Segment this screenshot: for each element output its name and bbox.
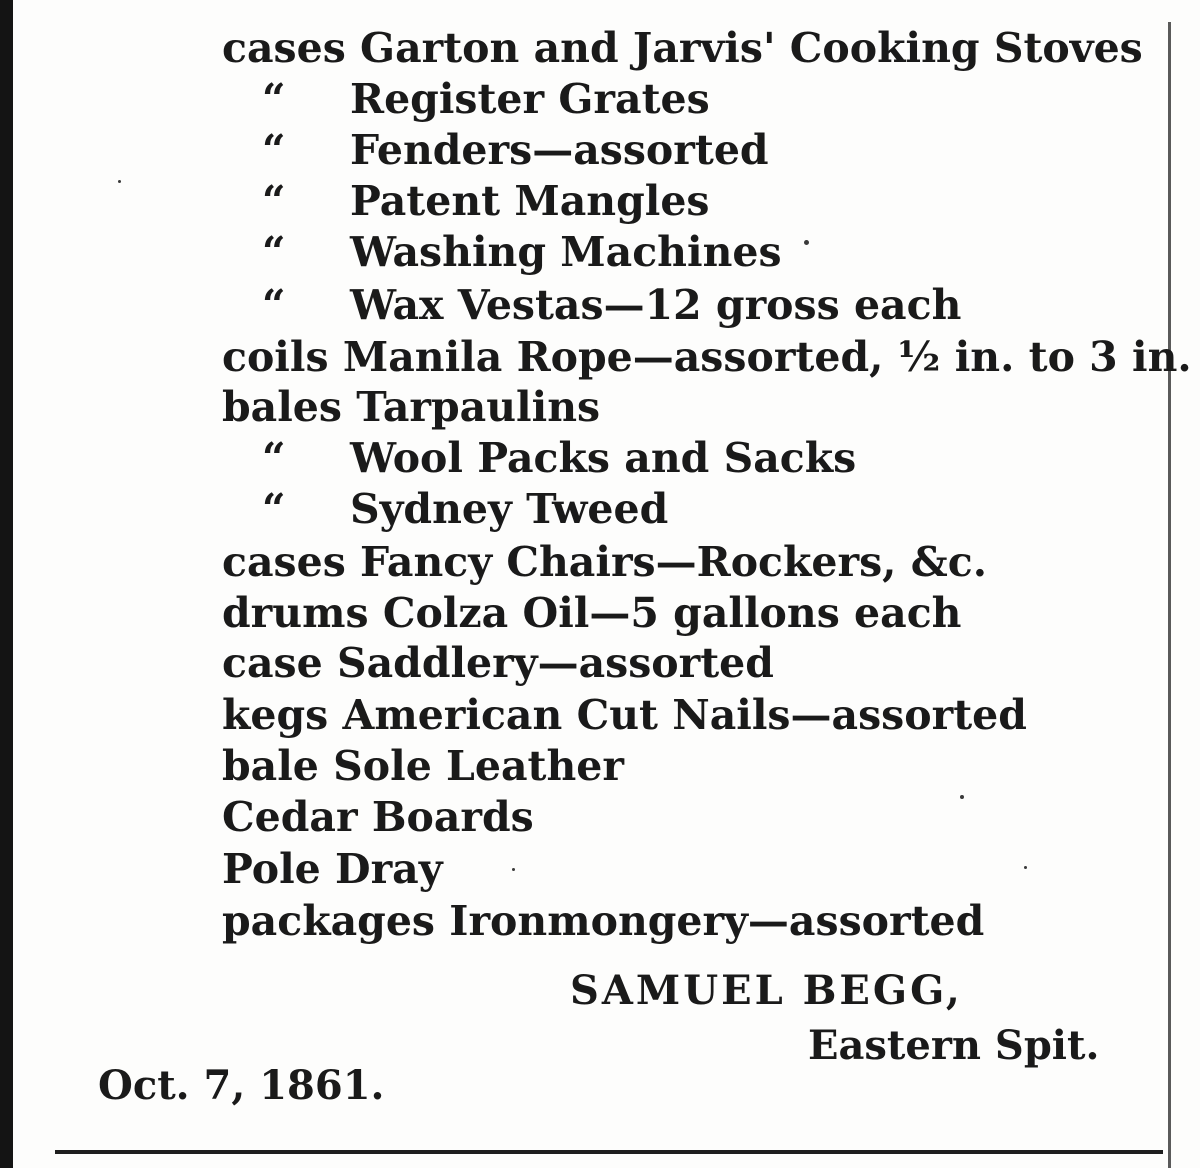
- ditto-mark: “: [262, 75, 286, 123]
- ditto-mark: “: [262, 434, 286, 482]
- item-description: drums Colza Oil—5 gallons each: [222, 589, 962, 637]
- item-description: kegs American Cut Nails—assorted: [222, 691, 1027, 739]
- item-description: Washing Machines: [350, 228, 782, 276]
- item-description: Fenders—assorted: [350, 126, 769, 174]
- item-description: case Saddlery—assorted: [222, 639, 774, 687]
- right-border-rule: [1168, 22, 1171, 1168]
- item-description: Pole Dray: [222, 845, 443, 893]
- print-speck: [118, 180, 121, 183]
- print-speck: [512, 868, 515, 871]
- ditto-mark: “: [262, 485, 286, 533]
- item-description: cases Fancy Chairs—Rockers, &c.: [222, 538, 987, 586]
- signature-location: Eastern Spit.: [808, 1022, 1100, 1069]
- item-description: bale Sole Leather: [222, 742, 624, 790]
- item-description: packages Ironmongery—assorted: [222, 897, 985, 945]
- item-description: Wool Packs and Sacks: [350, 434, 857, 482]
- ditto-mark: “: [262, 177, 286, 225]
- item-description: Wax Vestas—12 gross each: [350, 281, 962, 329]
- item-description: coils Manila Rope—assorted, ½ in. to 3 in.: [222, 333, 1192, 381]
- bottom-divider-rule: [55, 1150, 1163, 1154]
- print-speck: [960, 795, 964, 799]
- advertisement-date: Oct. 7, 1861.: [98, 1062, 385, 1109]
- ditto-mark: “: [262, 126, 286, 174]
- item-description: bales Tarpaulins: [222, 383, 601, 431]
- item-description: cases Garton and Jarvis' Cooking Stoves: [222, 24, 1143, 72]
- print-speck: [804, 240, 809, 245]
- item-description: Patent Mangles: [350, 177, 710, 225]
- ditto-mark: “: [262, 281, 286, 329]
- item-description: Register Grates: [350, 75, 710, 123]
- print-speck: [1024, 866, 1027, 869]
- ditto-mark: “: [262, 228, 286, 276]
- item-description: Cedar Boards: [222, 793, 534, 841]
- left-border-rule: [0, 0, 13, 1168]
- signature-name: SAMUEL BEGG,: [570, 967, 963, 1014]
- item-description: Sydney Tweed: [350, 485, 669, 533]
